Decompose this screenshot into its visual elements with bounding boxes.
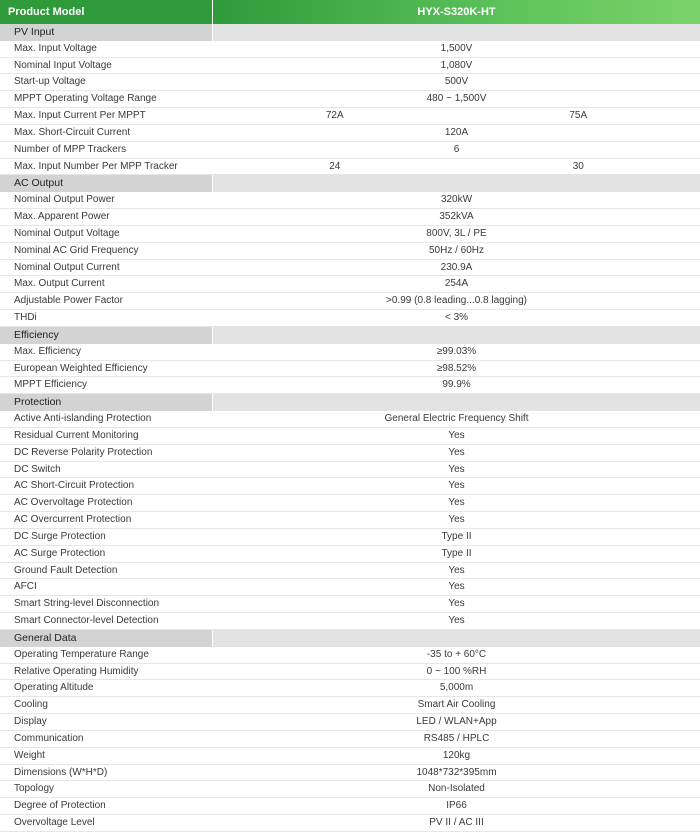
spec-row (0, 495, 700, 512)
spec-label: Max. Efficiency (14, 345, 82, 357)
spec-value: 30 (572, 160, 584, 172)
spec-label: Nominal Output Current (14, 261, 120, 273)
spec-label: Relative Operating Humidity (14, 665, 139, 677)
spec-value: PV II / AC III (429, 817, 484, 828)
spec-label: DC Reverse Polarity Protection (14, 446, 153, 458)
spec-label: MPPT Efficiency (14, 379, 87, 391)
spec-value: 72A (325, 110, 344, 122)
spec-value: 1048*732*395mm (416, 766, 497, 778)
spec-value: -35 to + 60°C (426, 648, 487, 660)
spec-label: Topology (14, 783, 55, 795)
spec-value: ≥99.03% (436, 345, 477, 357)
spec-row (0, 563, 700, 580)
spec-row (0, 226, 700, 243)
section-header (0, 630, 700, 647)
header-label: Product Model (0, 0, 213, 24)
spec-label: Active Anti-islanding Protection (14, 413, 152, 425)
spec-value: 1,500V (440, 42, 473, 54)
spec-label: MPPT Operating Voltage Range (14, 93, 157, 105)
spec-label: Max. Apparent Power (14, 211, 110, 223)
spec-label: Smart Connector-level Detection (14, 615, 159, 627)
spec-value: Yes (448, 615, 465, 627)
spec-value: 75A (569, 110, 588, 122)
spec-label: AC Surge Protection (14, 547, 106, 559)
spec-row (0, 529, 700, 546)
spec-label: DC Switch (14, 463, 61, 475)
spec-label: Max. Input Current Per MPPT (14, 110, 146, 122)
section-header (0, 394, 700, 411)
spec-label: Nominal Output Power (14, 194, 115, 206)
spec-value: IP66 (446, 800, 467, 812)
spec-row (0, 293, 700, 310)
spec-row (0, 445, 700, 462)
spec-value: 500V (444, 76, 469, 88)
spec-value: Smart Air Cooling (417, 699, 496, 711)
spec-value: 120A (444, 126, 469, 138)
spec-row (0, 765, 700, 782)
spec-value: Yes (448, 514, 465, 526)
spec-row (0, 579, 700, 596)
spec-label: Max. Input Voltage (14, 42, 97, 54)
section-fill (213, 175, 700, 192)
spec-label: Smart String-level Disconnection (14, 598, 160, 610)
spec-row (0, 613, 700, 630)
spec-value: Yes (448, 497, 465, 509)
spec-value: < 3% (444, 312, 469, 324)
spec-value: 800V, 3L / PE (426, 227, 487, 239)
spec-value: 99.9% (442, 379, 471, 391)
spec-row (0, 748, 700, 765)
spec-row (0, 411, 700, 428)
spec-label: Max. Output Current (14, 278, 105, 290)
spec-value-split (213, 108, 700, 124)
section-header (0, 175, 700, 192)
spec-row (0, 142, 700, 159)
spec-label: Nominal Output Voltage (14, 227, 120, 239)
spec-label: Cooling (14, 699, 48, 711)
spec-label: Display (14, 716, 47, 728)
spec-label: Communication (14, 732, 84, 744)
spec-row (0, 310, 700, 327)
spec-label: Nominal Input Voltage (14, 59, 112, 71)
spec-row (0, 647, 700, 664)
spec-label: Ground Fault Detection (14, 564, 118, 576)
spec-row (0, 596, 700, 613)
spec-row (0, 361, 700, 378)
spec-row (0, 58, 700, 75)
table-header (0, 0, 700, 24)
spec-value: >0.99 (0.8 leading...0.8 lagging) (386, 295, 527, 307)
spec-label: Dimensions (W*H*D) (14, 766, 108, 778)
section-header (0, 327, 700, 344)
spec-row (0, 815, 700, 832)
spec-value: General Electric Frequency Shift (384, 413, 529, 425)
spec-value: 24 (329, 160, 341, 172)
spec-row (0, 697, 700, 714)
spec-label: Weight (14, 749, 45, 761)
spec-row (0, 159, 700, 176)
spec-value: 120kg (442, 749, 471, 761)
spec-row (0, 478, 700, 495)
spec-value: 480 ~ 1,500V (426, 93, 487, 105)
spec-label: Start-up Voltage (14, 76, 86, 88)
spec-label: AC Short-Circuit Protection (14, 480, 135, 492)
spec-row (0, 74, 700, 91)
spec-row (0, 798, 700, 815)
spec-value: 50Hz / 60Hz (428, 244, 485, 256)
spec-row (0, 377, 700, 394)
spec-row (0, 546, 700, 563)
spec-value-split (213, 159, 700, 175)
spec-value: 6 (453, 143, 460, 155)
spec-value: Yes (448, 581, 465, 593)
section-header (0, 24, 700, 41)
spec-row (0, 664, 700, 681)
spec-value: 0 ~ 100 %RH (426, 665, 487, 677)
header-model: HYX-S320K-HT (213, 0, 700, 24)
spec-row (0, 781, 700, 798)
spec-row (0, 680, 700, 697)
spec-row (0, 731, 700, 748)
spec-label: Adjustable Power Factor (14, 295, 123, 307)
spec-row (0, 344, 700, 361)
spec-value: Yes (448, 446, 465, 458)
spec-row (0, 108, 700, 125)
spec-label: Nominal AC Grid Frequency (14, 244, 139, 256)
spec-row (0, 91, 700, 108)
section-title: Efficiency (0, 327, 213, 344)
spec-value: Type II (441, 547, 472, 559)
spec-label: DC Surge Protection (14, 530, 106, 542)
spec-row (0, 714, 700, 731)
section-title: PV Input (0, 24, 213, 41)
spec-row (0, 260, 700, 277)
section-fill (213, 327, 700, 344)
spec-label: Overvoltage Level (14, 817, 95, 828)
spec-row (0, 41, 700, 58)
spec-label: Number of MPP Trackers (14, 143, 127, 155)
spec-value: Yes (448, 598, 465, 610)
spec-value: LED / WLAN+App (416, 716, 497, 728)
spec-row (0, 209, 700, 226)
spec-value: ≥98.52% (436, 362, 477, 374)
spec-row (0, 428, 700, 445)
spec-label: Operating Temperature Range (14, 648, 149, 660)
spec-label: THDi (14, 312, 37, 324)
spec-value: Type II (441, 530, 472, 542)
spec-label: AC Overvoltage Protection (14, 497, 133, 509)
spec-label: Degree of Protection (14, 800, 106, 812)
spec-value: 320kW (440, 194, 473, 206)
spec-label: AFCI (14, 581, 37, 593)
section-fill (213, 394, 700, 411)
spec-value: 230.9A (440, 261, 473, 273)
spec-value: Non-Isolated (428, 783, 485, 795)
spec-row (0, 512, 700, 529)
spec-row (0, 462, 700, 479)
section-fill (213, 24, 700, 41)
spec-value: Yes (448, 463, 465, 475)
spec-label: Max. Input Number Per MPP Tracker (14, 160, 178, 172)
spec-value: RS485 / HPLC (423, 732, 490, 744)
spec-row (0, 125, 700, 142)
spec-row (0, 276, 700, 293)
spec-label: European Weighted Efficiency (14, 362, 148, 374)
spec-row (0, 243, 700, 260)
spec-row (0, 192, 700, 209)
spec-label: Operating Altitude (14, 682, 94, 694)
spec-value: 352kVA (439, 211, 474, 223)
spec-label: Residual Current Monitoring (14, 429, 139, 441)
spec-value: 254A (444, 278, 469, 290)
spec-value: Yes (448, 429, 465, 441)
spec-label: Max. Short-Circuit Current (14, 126, 131, 138)
spec-value: Yes (448, 564, 465, 576)
spec-value: 1,080V (440, 59, 473, 71)
spec-value: 5,000m (439, 682, 474, 694)
spec-value: Yes (448, 480, 465, 492)
section-title: AC Output (0, 175, 213, 192)
spec-label: AC Overcurrent Protection (14, 514, 132, 526)
section-title: Protection (0, 394, 213, 411)
section-fill (213, 630, 700, 647)
section-title: General Data (0, 630, 213, 647)
